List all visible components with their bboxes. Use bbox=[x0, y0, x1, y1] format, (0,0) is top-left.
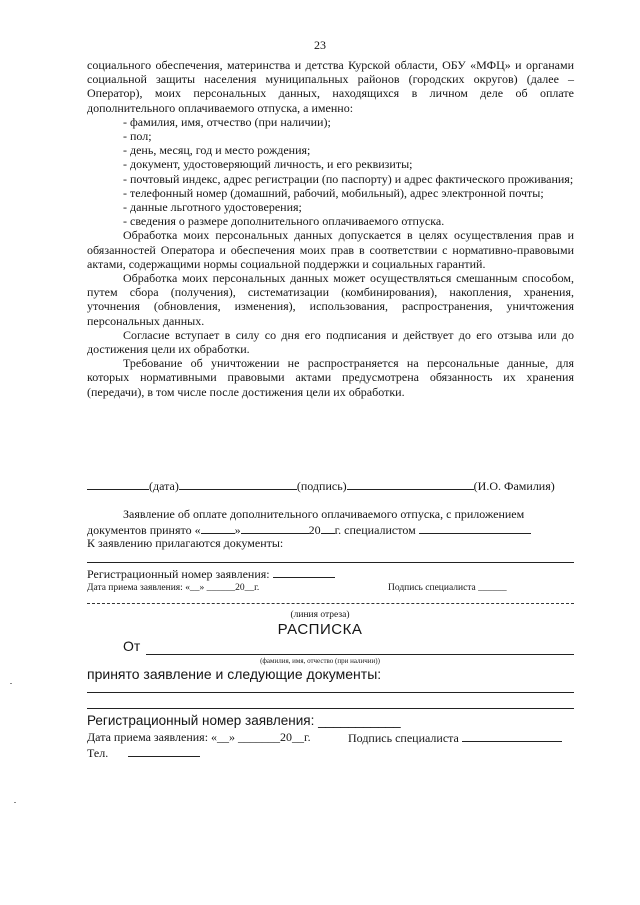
signature-row bbox=[87, 478, 555, 494]
year-field[interactable] bbox=[321, 522, 335, 534]
scan-speck bbox=[14, 802, 16, 803]
receipt-specialist-sign: Подпись специалиста bbox=[348, 730, 562, 746]
list-item: - данные льготного удостоверения; bbox=[123, 200, 302, 215]
acceptance-line-1: Заявление об оплате дополнительного оплачиваемого отпуска, с приложением bbox=[123, 507, 525, 521]
receipt-fio-hint: (фамилия, имя, отчество (при наличии)) bbox=[260, 657, 380, 665]
registration-number-top: Регистрационный номер заявления: bbox=[87, 566, 335, 582]
list-item: - фамилия, имя, отчество (при наличии); bbox=[123, 114, 331, 129]
page-number: 23 bbox=[314, 38, 326, 52]
reg-number-field[interactable] bbox=[273, 566, 335, 578]
date-field[interactable] bbox=[87, 478, 149, 490]
date-label: (дата) bbox=[149, 479, 179, 493]
purpose-paragraph: Обработка моих персональных данных допускается в целях осуществления прав и обязанностей Оператора и обеспечения моих прав в соответствии с нормативно-правовыми актами, содержащими нормы социальной поддержки и социальных гарантий. bbox=[87, 228, 574, 271]
receipt-accepted-text: принято заявление и следующие документы: bbox=[87, 666, 382, 682]
receipt-phone: Тел. bbox=[87, 745, 200, 761]
name-label: (И.О. Фамилия) bbox=[473, 479, 555, 493]
specialist-sign-top: Подпись специалиста ______ bbox=[388, 583, 507, 593]
receipt-title: РАСПИСКА bbox=[277, 621, 363, 638]
destruction-paragraph: Требование об уничтожении не распространяется на персональные данные, для которых нормативными правовыми актами предусмотрена обязанность их хранения (передачи), в том числе после достижения цели их обработки. bbox=[87, 356, 574, 399]
cut-line bbox=[87, 603, 574, 604]
day-field[interactable] bbox=[201, 522, 235, 534]
receipt-reg-number: Регистрационный номер заявления: ___________ bbox=[87, 713, 401, 728]
attached-docs-label: К заявлению прилагаются документы: bbox=[87, 536, 284, 550]
attached-docs-line[interactable] bbox=[87, 562, 574, 563]
month-field[interactable] bbox=[241, 522, 309, 534]
consent-text bbox=[87, 58, 574, 399]
receipt-from-label: От bbox=[123, 638, 141, 654]
acceptance-line-2: документов принято « » 20 г. специалистом bbox=[87, 522, 531, 538]
specialist-field[interactable] bbox=[419, 522, 531, 534]
phone-field[interactable] bbox=[128, 745, 200, 757]
name-field[interactable] bbox=[347, 478, 474, 490]
list-item: - пол; bbox=[123, 129, 152, 144]
receipt-fio-field[interactable] bbox=[146, 654, 574, 655]
signature-field[interactable] bbox=[179, 478, 297, 490]
intro-paragraph: социального обеспечения, материнства и детства Курской области, ОБУ «МФЦ» и органами социальной защиты населения муниципальных районов (городских округов) (далее – Оператор), моих персональных данных, находящихся в личном деле об оплате дополнительного оплачиваемого отпуска, а именно: bbox=[87, 58, 574, 115]
receipt-date-top: Дата приема заявления: «__» ______20__г. bbox=[87, 583, 260, 593]
receipt-doc-line[interactable] bbox=[87, 708, 574, 709]
receipt-sign-field[interactable] bbox=[462, 730, 562, 742]
list-item: - почтовый индекс, адрес регистрации (по паспорту) и адрес фактического проживания; bbox=[123, 171, 574, 186]
validity-paragraph: Согласие вступает в силу со дня его подписания и действует до его отзыва или до достижения цели их обработки. bbox=[87, 327, 574, 357]
list-item: - сведения о размере дополнительного оплачиваемого отпуска. bbox=[123, 214, 445, 229]
list-item: - документ, удостоверяющий личность, и его реквизиты; bbox=[123, 157, 413, 172]
receipt-doc-line[interactable] bbox=[87, 692, 574, 693]
receipt-date: Дата приема заявления: «__» _______20__г. bbox=[87, 730, 311, 744]
scan-speck bbox=[10, 683, 12, 684]
list-item: - день, месяц, год и место рождения; bbox=[123, 143, 311, 158]
list-item: - телефонный номер (домашний, рабочий, мобильный), адрес электронной почты; bbox=[123, 185, 544, 200]
processing-paragraph: Обработка моих персональных данных может осуществляться смешанным способом, путем сбора (получения), систематизации (комбинирования), накопления, хранения, уточнения (обновления, изменения), использования, распространения, уничтожения персональных данных. bbox=[87, 271, 574, 328]
cut-line-label: (линия отреза) bbox=[290, 610, 350, 620]
signature-label: (подпись) bbox=[296, 479, 347, 493]
